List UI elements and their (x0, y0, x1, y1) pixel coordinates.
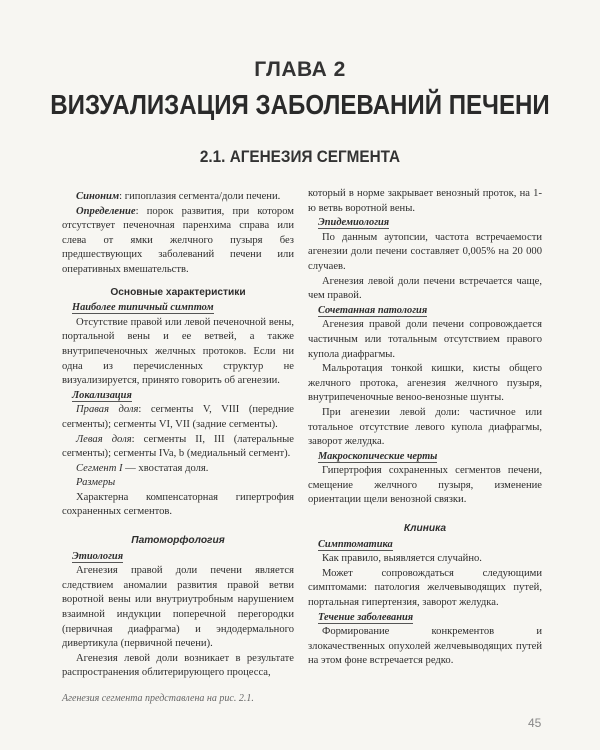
symptoms-text-2: Может сопровождаться следующими симптомами: патология желчевыводящих путей, портальная гипертензия, заворот желудка. (308, 567, 542, 609)
right-lobe-paragraph (62, 403, 294, 432)
right-column (308, 187, 542, 669)
chapter-title: ВИЗУАЛИЗАЦИЯ ЗАБОЛЕВАНИЙ ПЕЧЕНИ (50, 89, 550, 120)
synonym-paragraph (62, 190, 294, 205)
epidemiology-text-2: Агенезия левой доли печени встречается чаще, чем правой. (308, 275, 542, 302)
synonym-label: Синоним (76, 191, 120, 202)
etiology-heading: Этиология (72, 550, 124, 562)
typical-symptom-heading: Наиболее типичный симптом (72, 302, 214, 314)
right-lobe-text: : сегменты V, VIII (передние сегменты); сегменты VI, VII (задние сегменты). (62, 404, 295, 430)
course-text: Формирование конкрементов и злокачественных опухолей желчевыводящих путей на этом фоне встречается редко. (308, 626, 542, 667)
definition-paragraph (62, 205, 294, 278)
epidemiology-heading: Эпидемиология (318, 217, 390, 229)
localization-heading: Локализация (72, 389, 132, 401)
epidemiology-text-1: По данным аутопсии, частота встречаемости агенезии доли печени составляет 0,005% на 20 000 случаев. (308, 231, 542, 272)
left-lobe-paragraph (62, 433, 294, 462)
sizes-text: Характерна компенсаторная гипертрофия сохраненных сегментов. (62, 491, 294, 518)
typical-symptom-text: Отсутствие правой или левой печеночной вены, портальной вены и ее ветвей, а также внутрипеченочных желчных протоков. Если ни одна из перечисленных структур не визуализируется, принято говорить об агенезии. (62, 316, 294, 387)
continuation-text: который в норме закрывает венозный проток, на 1-ю ветвь воротной вены. (308, 188, 542, 214)
pathomorphology-heading: Патоморфология (131, 535, 225, 547)
symptoms-heading: Симптоматика (318, 538, 393, 550)
segment-paragraph (62, 462, 294, 477)
macroscopic-text: Гипертрофия сохраненных сегментов печени, смещение желчного пузыря, изменение ориентации щели венозной связки. (308, 465, 542, 506)
section-title: 2.1. АГЕНЕЗИЯ СЕГМЕНТА (199, 147, 401, 166)
left-lobe-label: Левая доля (76, 433, 132, 445)
main-characteristics-heading: Основные характеристики (110, 286, 246, 298)
etiology-text-1: Агенезия правой доли печени является следствием аномалии развития правой ветви воротной вены или внутриутробным нарушением взаимной индукции поперечной перегородки (первичная диафрагма) и эндодермального дивертикула (первичной печени). (62, 565, 294, 650)
definition-text: : порок развития, при котором отсутствует печеночная паренхима справа или слева от ямки желчного пузыря без предшествующих заболеваний печени или оперативных вмешательств. (62, 205, 294, 275)
synonym-text: : гипоплазия сегмента/доли печени. (119, 191, 281, 202)
etiology-text-2: Агенезия левой доли возникает в результате распространения облитерирующего процесса, (62, 652, 294, 679)
figure-caption: Агенезия сегмента представлена на рис. 2.1. (62, 693, 254, 704)
combined-text-3: При агенезии левой доли: частичное или тотальное отсутствие левого купола диафрагмы, заворот желудка. (308, 406, 542, 448)
combined-pathology-heading: Сочетанная патология (318, 304, 428, 316)
left-lobe-text: : сегменты II, III (латеральные сегменты); сегменты IVa, b (медиальный сегмент). (62, 433, 294, 460)
segment-label: Сегмент I (76, 462, 123, 474)
course-heading: Течение заболевания (318, 611, 414, 623)
chapter-label: ГЛАВА 2 (254, 58, 346, 81)
clinic-heading: Клиника (403, 523, 447, 535)
symptoms-text-1: Как правило, выявляется случайно. (322, 553, 482, 565)
page-number: 45 (528, 716, 542, 730)
segment-text: — хвостатая доля. (122, 462, 209, 474)
left-column (62, 190, 294, 681)
sizes-heading: Размеры (76, 477, 116, 489)
macroscopic-heading: Макроскопические черты (318, 450, 438, 462)
right-lobe-label: Правая доля (76, 404, 139, 416)
combined-text-1: Агенезия правой доли печени сопровождается частичным или тотальным отсутствием правого купола диафрагмы. (308, 319, 542, 360)
definition-label: Определение (76, 205, 136, 217)
combined-text-2: Мальротация тонкой кишки, кисты общего желчного протока, агенезия желчного пузыря, внутрипеченочные веноо-венозные шунты. (308, 363, 542, 404)
